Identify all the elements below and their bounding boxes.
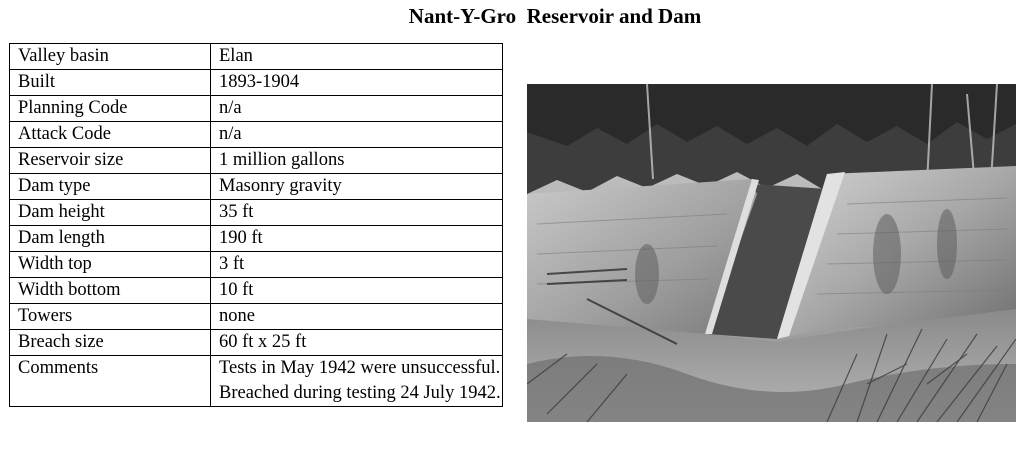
table-row — [10, 200, 503, 226]
dam-photograph — [527, 84, 1016, 422]
table-row — [10, 330, 503, 356]
row-value: 60 ft x 25 ft — [211, 330, 503, 356]
page-title: Nant-Y-Gro Reservoir and Dam — [408, 4, 702, 28]
row-label: Planning Code — [10, 96, 211, 122]
table-row — [10, 252, 503, 278]
row-label: Dam type — [10, 174, 211, 200]
row-label: Width bottom — [10, 278, 211, 304]
row-value: 10 ft — [211, 278, 503, 304]
row-value: Masonry gravity — [211, 174, 503, 200]
row-value: n/a — [211, 122, 503, 148]
table-row — [10, 304, 503, 330]
row-value: 190 ft — [211, 226, 503, 252]
table-row — [10, 226, 503, 252]
table-row — [10, 122, 503, 148]
row-value: n/a — [211, 96, 503, 122]
row-label: Towers — [10, 304, 211, 330]
row-value: 1893-1904 — [211, 70, 503, 96]
row-value: none — [211, 304, 503, 330]
row-value: 3 ft — [211, 252, 503, 278]
row-label: Attack Code — [10, 122, 211, 148]
row-label: Width top — [10, 252, 211, 278]
row-label: Dam height — [10, 200, 211, 226]
row-label: Dam length — [10, 226, 211, 252]
table-row — [10, 148, 503, 174]
dam-facts-table — [9, 43, 503, 407]
table-row — [10, 174, 503, 200]
table-row — [10, 44, 503, 70]
row-label: Comments — [10, 356, 211, 407]
row-value: 1 million gallons — [211, 148, 503, 174]
dam-photo-illustration — [527, 84, 1016, 422]
row-label: Valley basin — [10, 44, 211, 70]
row-value: 35 ft — [211, 200, 503, 226]
row-label: Built — [10, 70, 211, 96]
table-row — [10, 278, 503, 304]
row-value: Tests in May 1942 were unsuccessful. Breached during testing 24 July 1942. — [211, 356, 503, 407]
table-row — [10, 96, 503, 122]
table-row — [10, 356, 503, 407]
table-row — [10, 70, 503, 96]
row-value: Elan — [211, 44, 503, 70]
row-label: Reservoir size — [10, 148, 211, 174]
row-label: Breach size — [10, 330, 211, 356]
